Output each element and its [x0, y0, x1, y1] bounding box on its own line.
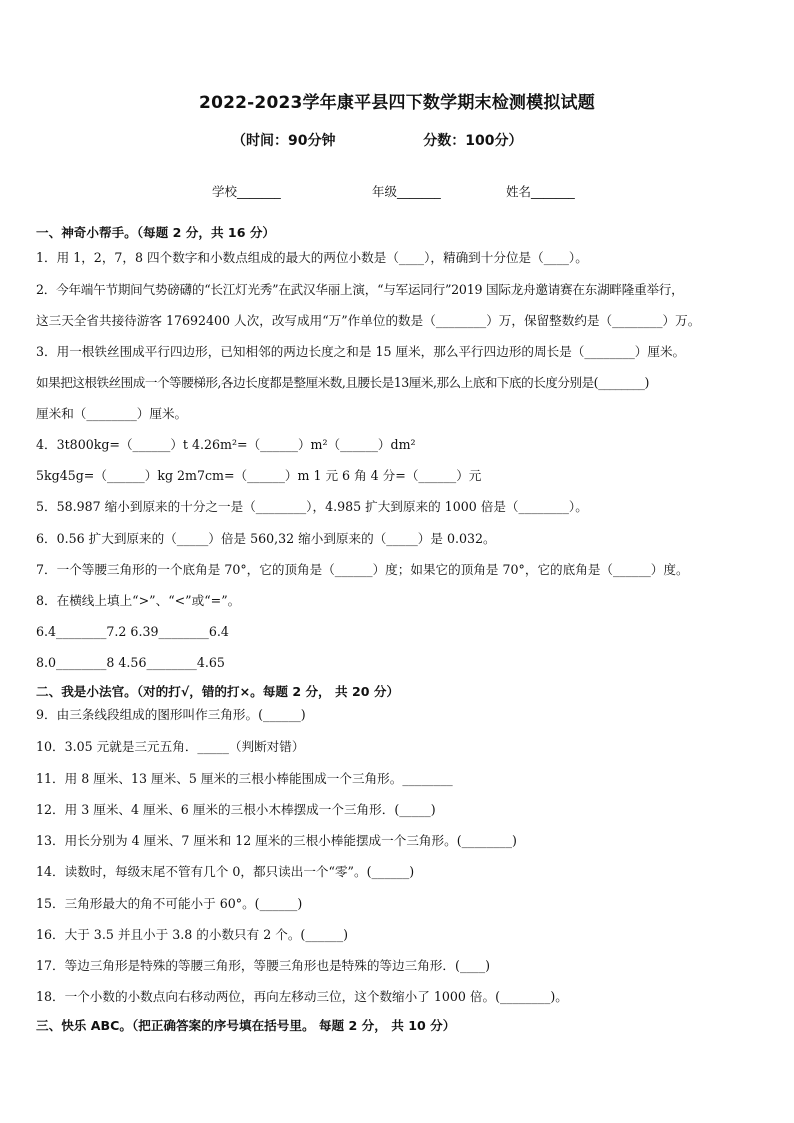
- name-field: 姓名_______: [506, 184, 575, 199]
- time-score-line: （时间：90分钟 分数：100分）: [232, 133, 523, 149]
- question-6: 6．0.56 扩大到原来的（_____）倍是 560,32 缩小到原来的（_____）是 0.032。: [36, 531, 496, 546]
- question-17: 17．等边三角形是特殊的等腰三角形，等腰三角形也是特殊的等边三角形．(____): [36, 958, 491, 973]
- question-8: 8．在横线上填上“>”、“<”或“=”。: [36, 593, 241, 608]
- question-7: 7．一个等腰三角形的一个底角是 70°，它的顶角是（______）度；如果它的顶角是 70°，它的底角是（______）度。: [36, 562, 689, 577]
- question-8-row-1: 6.4________7.2 6.39________6.4: [36, 624, 229, 639]
- question-12: 12．用 3 厘米、4 厘米、6 厘米的三根小木棒摆成一个三角形．(_____): [36, 802, 436, 817]
- student-info-row: [0, 182, 794, 202]
- question-3-line-1: 3．用一根铁丝围成平行四边形，已知相邻的两边长度之和是 15 厘米，那么平行四边形的周长是（________）厘米。: [36, 344, 686, 359]
- question-9: 9．由三条线段组成的图形叫作三角形。(______): [36, 707, 306, 722]
- question-2-line-2: 这三天全省共接待游客 17692400 人次，改写成用“万”作单位的数是（________）万，保留整数约是（________）万。: [36, 313, 701, 328]
- question-13: 13．用长分别为 4 厘米、7 厘米和 12 厘米的三根小棒能摆成一个三角形。(________): [36, 833, 517, 848]
- page-title: 2022-2023学年康平县四下数学期末检测模拟试题: [199, 93, 595, 113]
- question-5: 5．58.987 缩小到原来的十分之一是（________），4.985 扩大到原来的 1000 倍是（________）。: [36, 499, 588, 514]
- section-heading-2: 二、我是小法官。（对的打√，错的打×。每题 2 分， 共 20 分）: [36, 684, 400, 699]
- question-2-line-1: 2．今年端午节期间气势磅礴的“长江灯光秀”在武汉华丽上演，“与军运同行”2019 国际龙舟邀请赛在东湖畔隆重举行，: [36, 282, 684, 297]
- section-heading-3: 三、快乐 ABC。（把正确答案的序号填在括号里。 每题 2 分， 共 10 分）: [36, 1018, 456, 1033]
- question-3-line-3: 厘米和（________）厘米。: [36, 406, 188, 421]
- school-field: 学校_______: [212, 184, 281, 199]
- question-1: 1．用 1，2，7，8 四个数字和小数点组成的最大的两位小数是（____），精确到十分位是（____）。: [36, 250, 588, 265]
- section-heading-1: 一、神奇小帮手。（每题 2 分，共 16 分）: [36, 225, 276, 240]
- question-14: 14．读数时，每级末尾不管有几个 0，都只读出一个“零”。(______): [36, 864, 415, 879]
- question-15: 15．三角形最大的角不可能小于 60°。(______): [36, 896, 303, 911]
- question-8-row-2: 8.0________8 4.56________4.65: [36, 655, 225, 670]
- question-4-line-1: 4．3t800kg=（______）t 4.26m²=（______）m²（______）dm²: [36, 437, 416, 452]
- question-18: 18．一个小数的小数点向右移动两位，再向左移动三位，这个数缩小了 1000 倍。(________)。: [36, 989, 568, 1004]
- question-11: 11．用 8 厘米、13 厘米、5 厘米的三根小棒能围成一个三角形。________: [36, 771, 453, 786]
- question-3-line-2: 如果把这根铁丝围成一个等腰梯形,各边长度都是整厘米数,且腰长是13厘米,那么上底和下底的长度分别是(________): [36, 375, 649, 390]
- question-16: 16．大于 3.5 并且小于 3.8 的小数只有 2 个。(______): [36, 927, 349, 942]
- question-4-line-2: 5kg45g=（______）kg 2m7cm=（______）m 1 元 6 角 4 分=（______）元: [36, 468, 482, 483]
- grade-field: 年级_______: [372, 184, 441, 199]
- question-10: 10．3.05 元就是三元五角．_____（判断对错）: [36, 739, 305, 754]
